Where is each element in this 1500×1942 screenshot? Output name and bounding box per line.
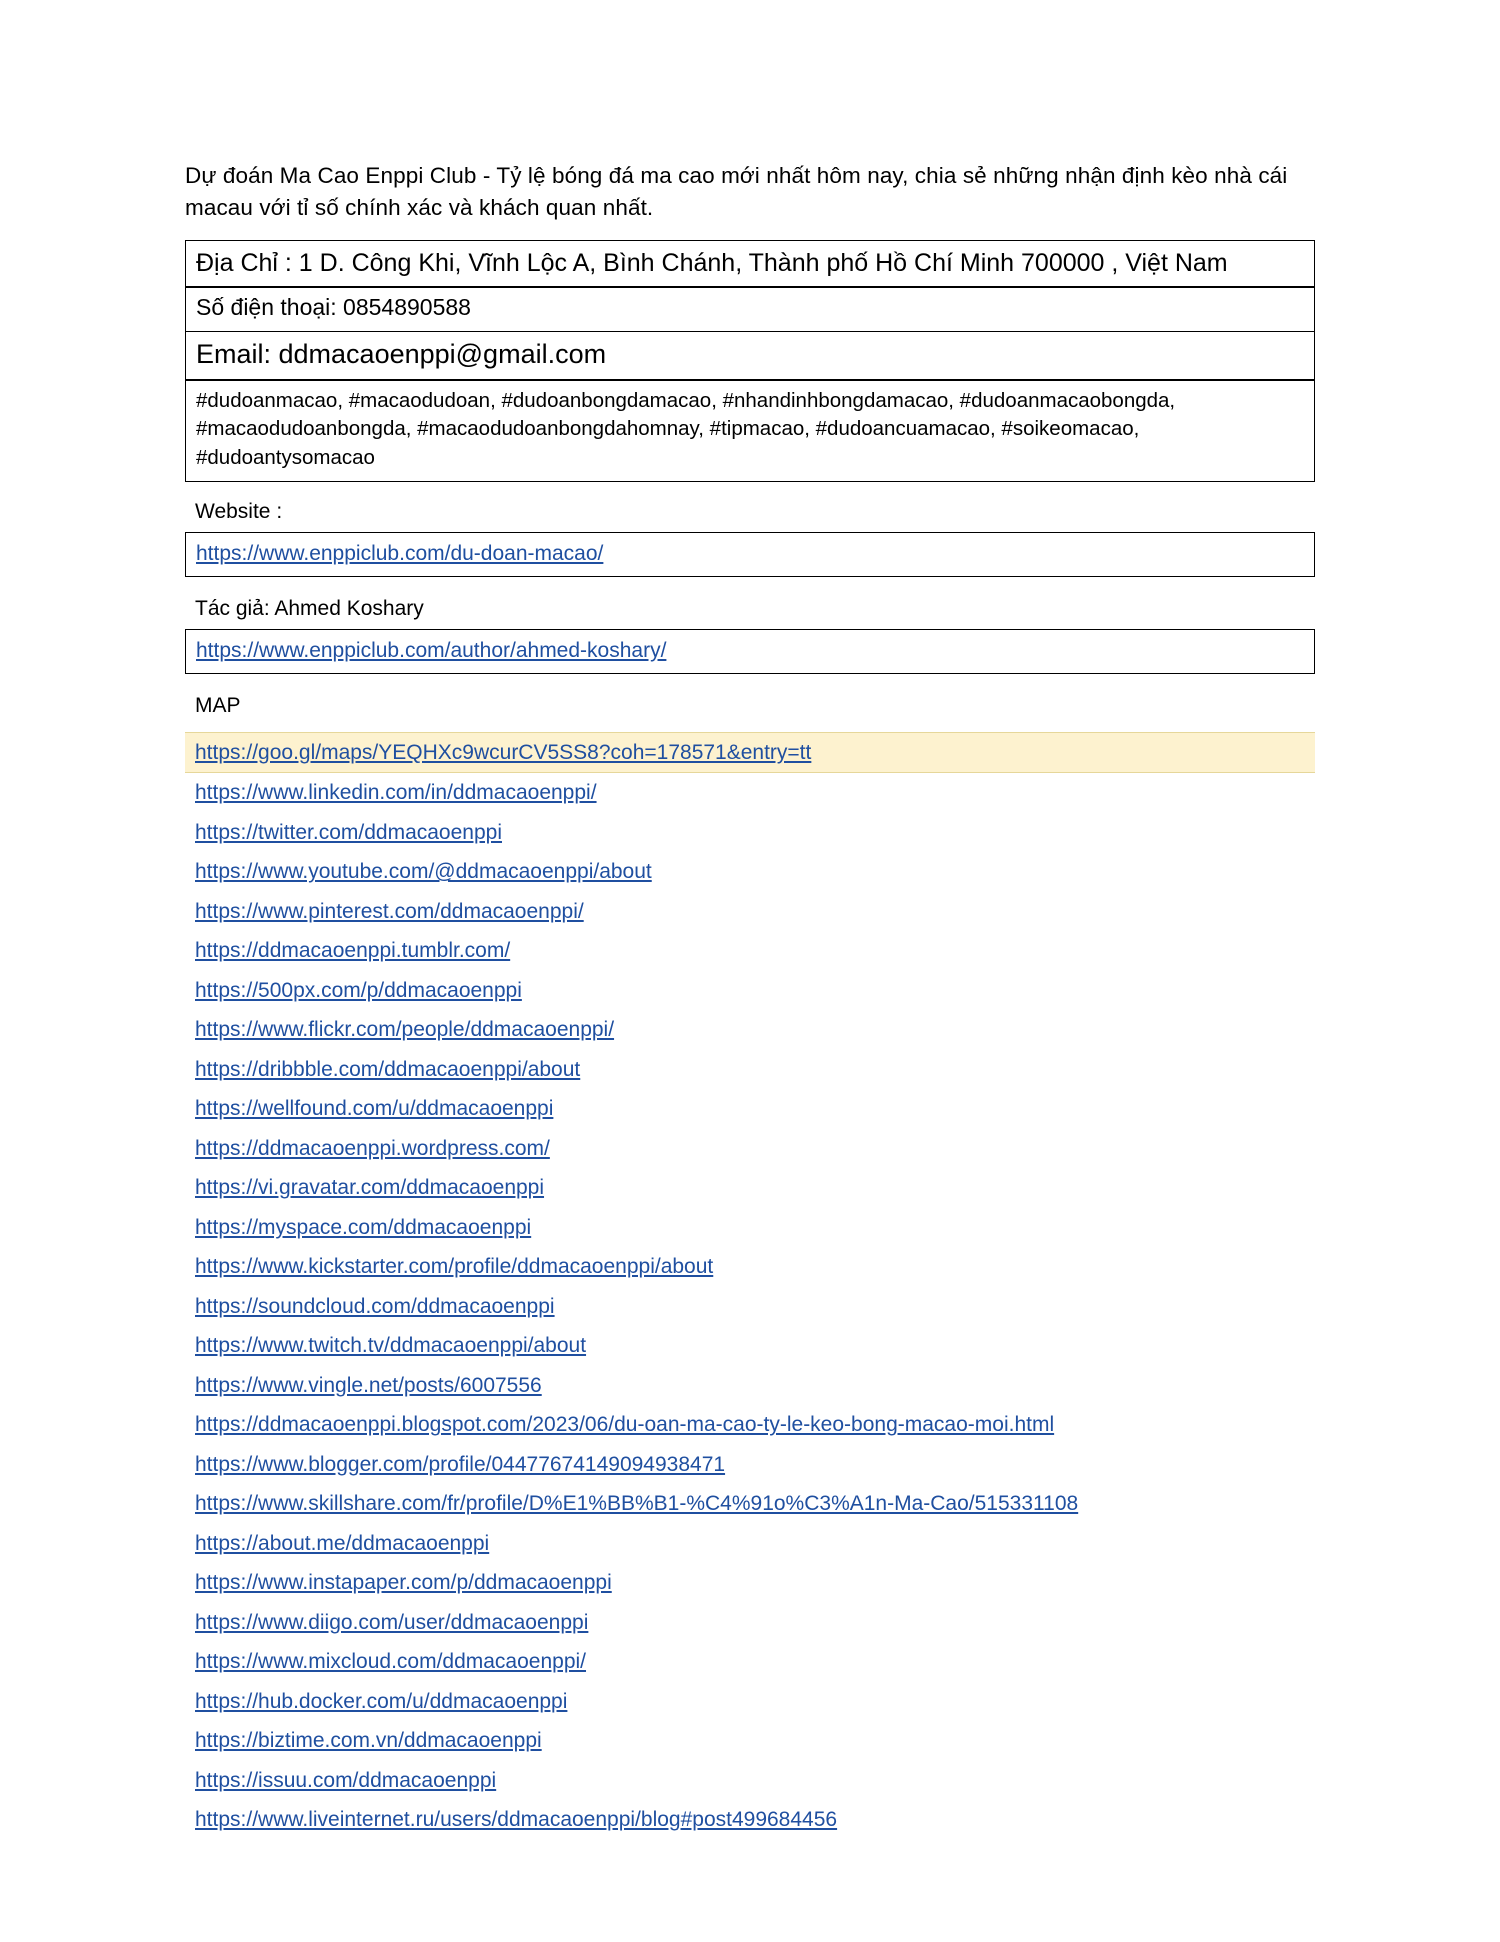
list-item[interactable] — [185, 1642, 1315, 1682]
social-link[interactable]: https://wellfound.com/u/ddmacaoenppi — [195, 1097, 554, 1121]
email-box: Email: ddmacaoenppi@gmail.com — [185, 331, 1315, 381]
list-item[interactable] — [185, 1129, 1315, 1169]
list-item[interactable] — [185, 1603, 1315, 1643]
social-link[interactable]: https://about.me/ddmacaoenppi — [195, 1531, 490, 1555]
social-link[interactable]: https://soundcloud.com/ddmacaoenppi — [195, 1294, 555, 1318]
list-item[interactable] — [185, 1524, 1315, 1564]
social-link[interactable]: https://www.flickr.com/people/ddmacaoenppi/ — [195, 1018, 615, 1042]
list-item[interactable] — [185, 1761, 1315, 1801]
list-item[interactable] — [185, 1326, 1315, 1366]
social-link[interactable]: https://www.diigo.com/user/ddmacaoenppi — [195, 1610, 589, 1634]
list-item[interactable] — [185, 1445, 1315, 1485]
link-list — [185, 732, 1315, 1840]
social-link[interactable]: https://www.liveinternet.ru/users/ddmacaoenppi/blog#post499684456 — [195, 1808, 838, 1832]
list-item[interactable] — [185, 732, 1315, 774]
list-item[interactable] — [185, 1563, 1315, 1603]
social-link[interactable]: https://hub.docker.com/u/ddmacaoenppi — [195, 1689, 568, 1713]
social-link[interactable]: https://www.pinterest.com/ddmacaoenppi/ — [195, 899, 584, 923]
list-item[interactable] — [185, 1050, 1315, 1090]
social-link[interactable]: https://www.skillshare.com/fr/profile/D%E1%BB%B1-%C4%91o%C3%A1n-Ma-Cao/515331108 — [195, 1492, 1079, 1516]
social-link[interactable]: https://500px.com/p/ddmacaoenppi — [195, 978, 522, 1002]
list-item[interactable] — [185, 1010, 1315, 1050]
social-link[interactable]: https://myspace.com/ddmacaoenppi — [195, 1215, 532, 1239]
address-box: Địa Chỉ : 1 D. Công Khi, Vĩnh Lộc A, Bình Chánh, Thành phố Hồ Chí Minh 700000 , Việt Nam — [185, 240, 1315, 288]
list-item[interactable] — [185, 852, 1315, 892]
social-link[interactable]: https://ddmacaoenppi.tumblr.com/ — [195, 939, 511, 963]
list-item[interactable] — [185, 1484, 1315, 1524]
list-item[interactable] — [185, 773, 1315, 813]
author-label: Tác giả: Ahmed Koshary — [195, 597, 424, 621]
list-item[interactable] — [185, 971, 1315, 1011]
website-label: Website : — [195, 500, 283, 524]
list-item[interactable] — [185, 1800, 1315, 1840]
list-item[interactable] — [185, 892, 1315, 932]
social-link[interactable]: https://ddmacaoenppi.blogspot.com/2023/06/du-oan-ma-cao-ty-le-keo-bong-macao-moi.html — [195, 1413, 1055, 1437]
website-link[interactable]: https://www.enppiclub.com/du-doan-macao/ — [196, 541, 604, 565]
map-link[interactable]: https://goo.gl/maps/YEQHXc9wcurCV5SS8?coh=178571&entry=tt — [195, 740, 812, 764]
list-item[interactable] — [185, 1208, 1315, 1248]
hashtags-box: #dudoanmacao, #macaodudoan, #dudoanbongdamacao, #nhandinhbongdamacao, #dudoanmacaobongda, #macaodudoanbongda, #macaodudoanbongdahomnay, #tipmacao, #dudoancuamacao, #soikeomacao, #dudoantysomacao — [185, 379, 1315, 482]
author-link-box — [185, 629, 1315, 675]
list-item[interactable] — [185, 1721, 1315, 1761]
social-link[interactable]: https://ddmacaoenppi.wordpress.com/ — [195, 1136, 550, 1160]
website-link-box — [185, 532, 1315, 578]
social-link[interactable]: https://www.twitch.tv/ddmacaoenppi/about — [195, 1334, 587, 1358]
list-item[interactable] — [185, 1089, 1315, 1129]
list-item[interactable] — [185, 1247, 1315, 1287]
list-item[interactable] — [185, 1682, 1315, 1722]
list-item[interactable] — [185, 931, 1315, 971]
social-link[interactable]: https://twitter.com/ddmacaoenppi — [195, 820, 502, 844]
list-item[interactable] — [185, 1168, 1315, 1208]
social-link[interactable]: https://www.youtube.com/@ddmacaoenppi/about — [195, 860, 652, 884]
social-link[interactable]: https://www.mixcloud.com/ddmacaoenppi/ — [195, 1650, 587, 1674]
intro-paragraph: Dự đoán Ma Cao Enppi Club - Tỷ lệ bóng đá ma cao mới nhất hôm nay, chia sẻ những nhận định kèo nhà cái macau với tỉ số chính xác và khách quan nhất. — [185, 163, 1288, 220]
list-item[interactable] — [185, 1405, 1315, 1445]
phone-box: Số điện thoại: 0854890588 — [185, 286, 1315, 332]
map-label: MAP — [195, 694, 241, 718]
social-link[interactable]: https://www.vingle.net/posts/6007556 — [195, 1373, 542, 1397]
author-link[interactable]: https://www.enppiclub.com/author/ahmed-koshary/ — [196, 638, 667, 662]
social-link[interactable]: https://dribbble.com/ddmacaoenppi/about — [195, 1057, 581, 1081]
social-link[interactable]: https://www.blogger.com/profile/04477674149094938471 — [195, 1452, 726, 1476]
list-item[interactable] — [185, 1366, 1315, 1406]
list-item[interactable] — [185, 813, 1315, 853]
list-item[interactable] — [185, 1287, 1315, 1327]
social-link[interactable]: https://www.linkedin.com/in/ddmacaoenppi/ — [195, 781, 597, 805]
social-link[interactable]: https://biztime.com.vn/ddmacaoenppi — [195, 1729, 542, 1753]
social-link[interactable]: https://issuu.com/ddmacaoenppi — [195, 1768, 497, 1792]
social-link[interactable]: https://www.kickstarter.com/profile/ddmacaoenppi/about — [195, 1255, 714, 1279]
social-link[interactable]: https://vi.gravatar.com/ddmacaoenppi — [195, 1176, 545, 1200]
social-link[interactable]: https://www.instapaper.com/p/ddmacaoenppi — [195, 1571, 612, 1595]
